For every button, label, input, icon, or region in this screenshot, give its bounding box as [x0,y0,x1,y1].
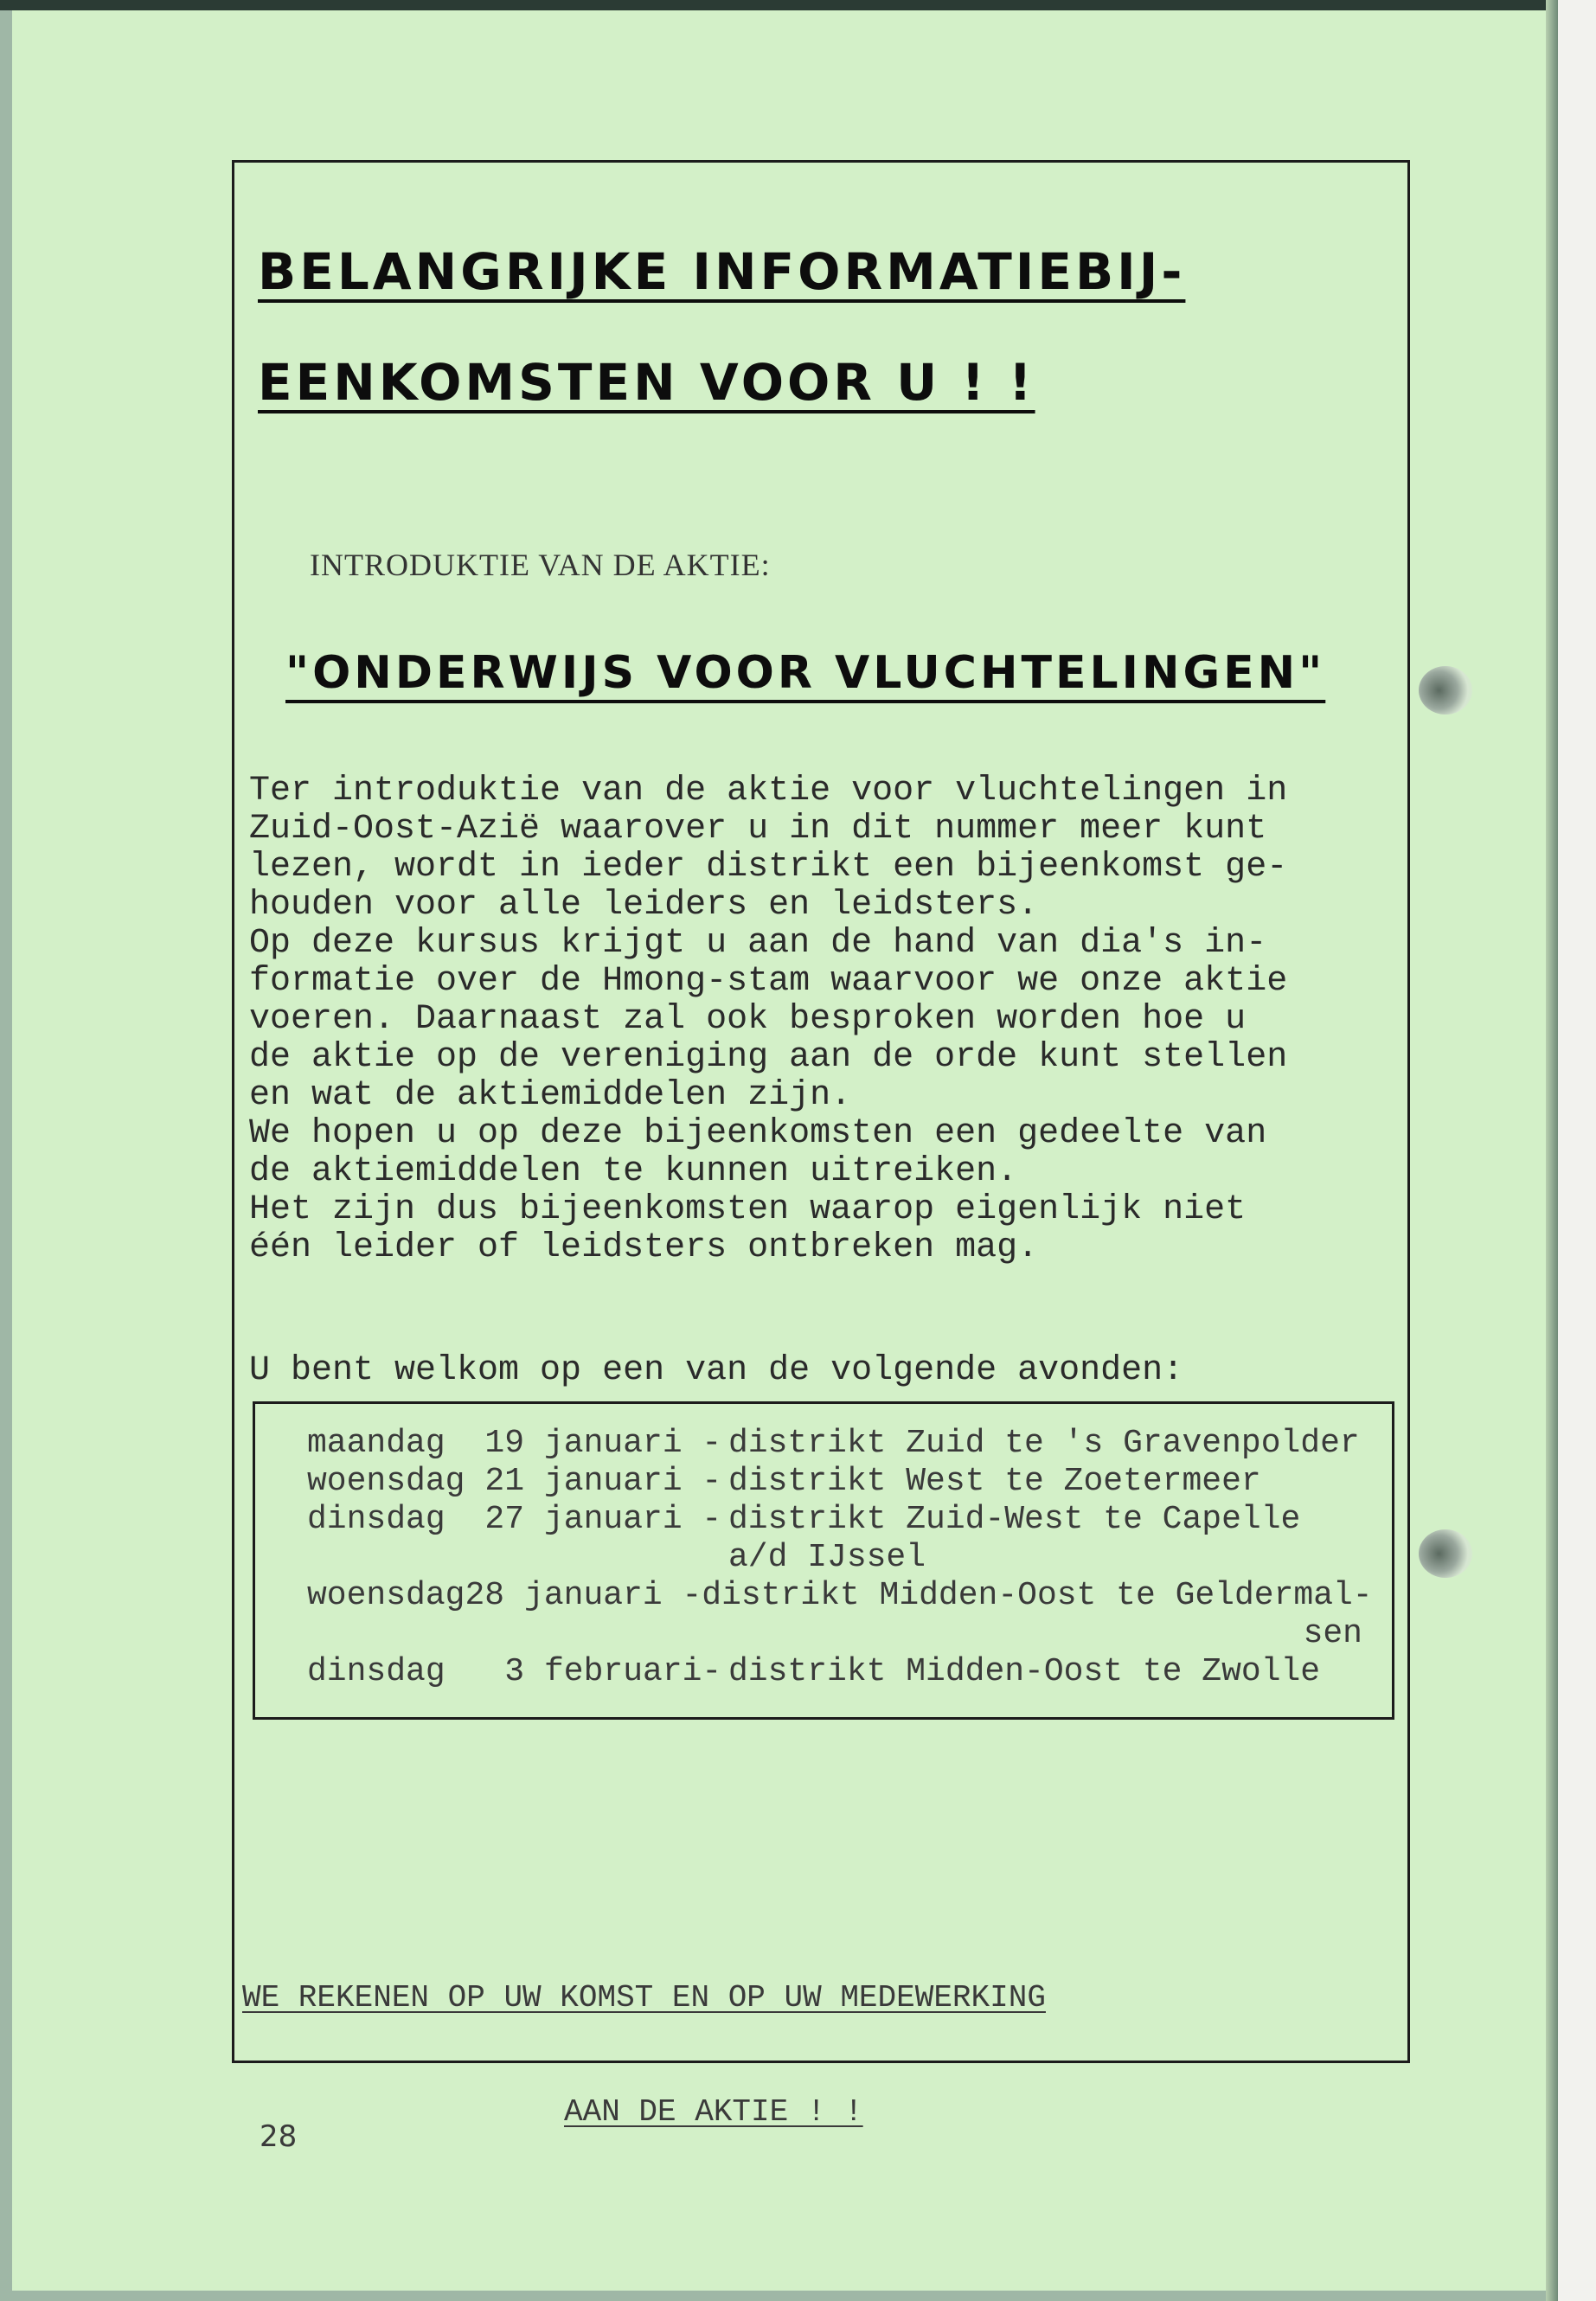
heading-line-2: EENKOMSTEN VOOR U ! ! [258,353,1035,412]
schedule-row-continuation [307,1615,1362,1653]
binder-hole-lower [1419,1529,1472,1578]
closing-line-2: AAN DE AKTIE ! ! [564,2094,863,2130]
page-number: 28 [260,2119,298,2154]
body-paragraph [249,772,1408,1267]
binder-hole-upper [1419,666,1472,715]
schedule-day: dinsdag [307,1653,445,1690]
schedule-date: 28 [465,1577,505,1614]
schedule-row [307,1425,1362,1463]
page-right-edge [1546,0,1558,2301]
schedule-row [307,1501,1362,1539]
right-margin-strip [1558,0,1596,2301]
schedule-month: februari- [544,1653,722,1690]
schedule-place: distrikt Midden-Oost te Zwolle [728,1653,1321,1690]
body-line: de aktiemiddelen te kunnen uitreiken. [249,1152,1018,1191]
schedule-row-continuation [307,1539,1362,1577]
schedule-place: distrikt Zuid te 's Gravenpolder [728,1425,1360,1462]
body-line: houden voor alle leiders en leidsters. [249,886,1039,925]
campaign-title: "ONDERWIJS VOOR VLUCHTELINGEN" [285,647,1326,699]
schedule-month: januari - [544,1463,722,1500]
schedule-date: 27 [484,1501,524,1538]
schedule-place: distrikt Midden-Oost te Geldermal- [702,1577,1373,1614]
schedule-day: woensdag [307,1463,465,1500]
schedule-date: 21 [484,1463,524,1500]
schedule-row [307,1463,1362,1501]
body-line: één leider of leidsters ontbreken mag. [249,1228,1039,1267]
heading-line-1: BELANGRIJKE INFORMATIEBIJ- [258,242,1186,301]
body-line: Zuid-Oost-Azië waarover u in dit nummer meer kunt [249,810,1267,849]
schedule-place: distrikt West te Zoetermeer [728,1463,1261,1500]
body-line: formatie over de Hmong-stam waarvoor we onze aktie [249,962,1288,1001]
intro-label: INTRODUKTIE VAN DE AKTIE: [310,548,771,582]
schedule-row [307,1653,1362,1691]
schedule-date: 19 [484,1425,524,1462]
body-line: Ter introduktie van de aktie voor vluchtelingen in [249,772,1288,811]
schedule-place: distrikt Zuid-West te Capelle [728,1501,1301,1538]
closing-message [242,1903,1046,2170]
schedule-place-continuation: a/d IJssel [728,1539,926,1576]
schedule-day: dinsdag [307,1501,445,1538]
schedule-box [253,1401,1394,1720]
top-edge [0,0,1596,10]
body-line: Het zijn dus bijeenkomsten waarop eigenlijk niet [249,1190,1247,1229]
body-line: voeren. Daarnaast zal ook besproken worden hoe u [249,1000,1247,1039]
schedule-month: januari - [544,1501,722,1538]
schedule-month: januari - [544,1425,722,1462]
schedule-day: woensdag [307,1577,465,1614]
welcome-line: U bent welkom op een van de volgende avonden: [249,1351,1184,1390]
schedule-place-continuation: sen [1303,1615,1362,1652]
schedule-month: januari - [524,1577,702,1614]
body-line: We hopen u op deze bijeenkomsten een gedeelte van [249,1114,1267,1153]
body-line: Op deze kursus krijgt u aan de hand van dia's in- [249,924,1267,963]
closing-line-1: WE REKENEN OP UW KOMST EN OP UW MEDEWERKING [242,1980,1046,2016]
schedule-date: 3 [504,1653,524,1690]
body-line: en wat de aktiemiddelen zijn. [249,1076,852,1115]
schedule-list [307,1425,1373,1691]
body-line: de aktie op de vereniging aan de orde kunt stellen [249,1038,1288,1077]
schedule-row [307,1577,1373,1615]
body-line: lezen, wordt in ieder distrikt een bijeenkomst ge- [249,848,1288,887]
schedule-day: maandag [307,1425,445,1462]
